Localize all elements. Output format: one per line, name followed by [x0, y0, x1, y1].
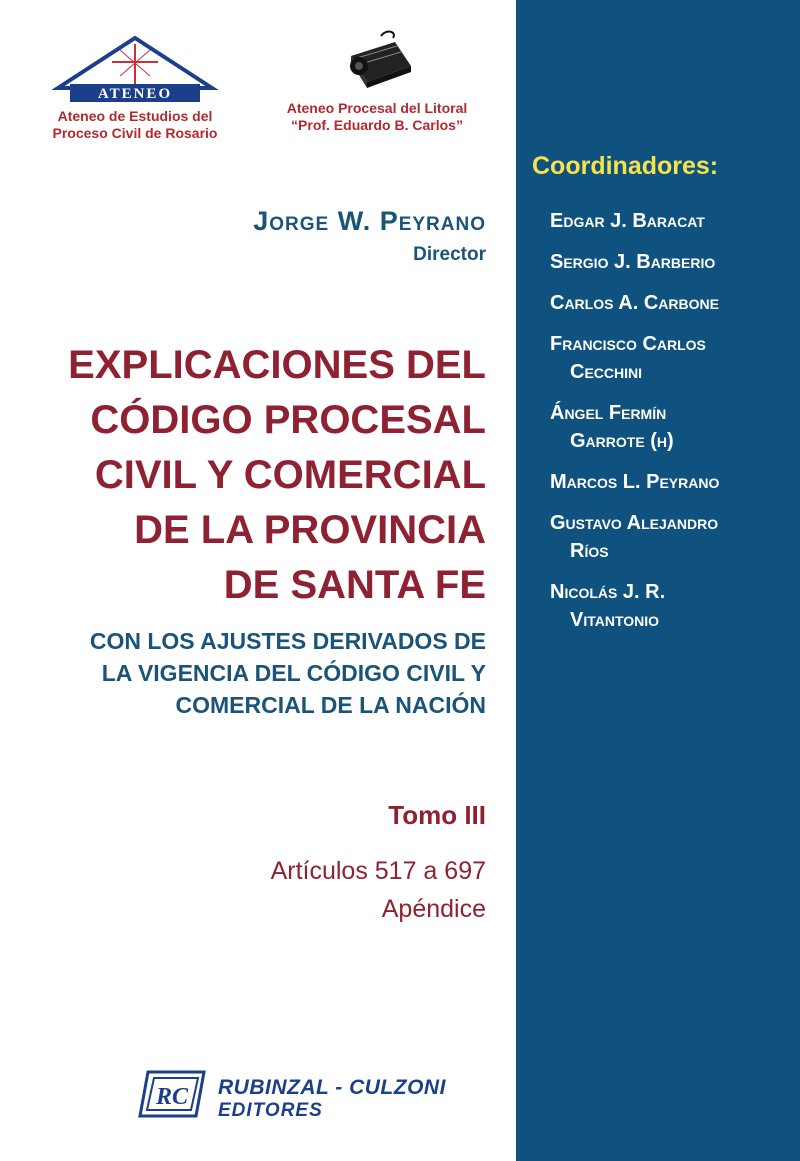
- litoral-logo: [262, 26, 492, 144]
- coordinator-entry: [550, 578, 790, 634]
- coordinators-heading: Coordinadores:: [532, 152, 719, 180]
- rc-monogram-icon: [136, 1066, 208, 1122]
- title-line: DE SANTA FE: [223, 563, 486, 607]
- coordinator-entry: [550, 468, 790, 496]
- coordinator-entry: [550, 207, 790, 235]
- ateneo-wordmark: ATENEO: [97, 86, 173, 102]
- coordinator-name: Ángel Fermín: [550, 402, 667, 424]
- book-subtitle: [16, 625, 486, 721]
- volume-number: Tomo III: [388, 800, 486, 830]
- coordinator-entry: [550, 399, 790, 455]
- publisher-logo: [136, 1066, 496, 1126]
- coordinator-name-continued: Cecchini: [570, 361, 643, 383]
- ateneo-pyramid-icon: [50, 34, 220, 104]
- publisher-name: RUBINZAL - CULZONI: [218, 1076, 446, 1099]
- director-role: Director: [413, 244, 486, 265]
- director-name: Jorge W. Peyrano: [253, 206, 486, 236]
- ateneo-caption-line1: Ateneo de Estudios del: [57, 108, 213, 124]
- coordinator-name: Francisco Carlos: [550, 333, 706, 355]
- subtitle-line: CON LOS AJUSTES DERIVADOS DE: [89, 628, 486, 654]
- coordinator-name-continued: Garrote (h): [570, 430, 674, 452]
- coordinator-name-continued: Ríos: [570, 540, 609, 562]
- subtitle-line: LA VIGENCIA DEL CÓDIGO CIVIL Y: [101, 660, 486, 686]
- coordinator-name: Marcos L. Peyrano: [550, 471, 720, 493]
- coordinators-list: [550, 207, 790, 647]
- volume-contents: [271, 852, 486, 928]
- coordinator-name: Sergio J. Barberio: [550, 251, 716, 273]
- coordinator-name-continued: Vitantonio: [570, 609, 660, 631]
- coordinator-name: Carlos A. Carbone: [550, 292, 719, 314]
- coordinator-name: Edgar J. Baracat: [550, 210, 705, 232]
- book-with-rose-icon: [337, 26, 417, 94]
- coordinator-entry: [550, 509, 790, 565]
- coordinator-name: Gustavo Alejandro: [550, 512, 719, 534]
- title-line: CÓDIGO PROCESAL: [90, 398, 486, 442]
- rc-monogram-text: RC: [155, 1084, 189, 1110]
- publisher-imprint: EDITORES: [218, 1100, 323, 1121]
- articles-range: Artículos 517 a 697: [270, 857, 486, 885]
- coordinator-entry: [550, 289, 790, 317]
- appendix-label: Apéndice: [381, 895, 486, 923]
- ateneo-caption: [30, 108, 240, 142]
- title-line: CIVIL Y COMERCIAL: [94, 453, 486, 497]
- coordinator-name: Nicolás J. R.: [550, 581, 666, 603]
- ateneo-logo: [30, 34, 240, 144]
- title-line: DE LA PROVINCIA: [134, 508, 486, 552]
- subtitle-line: COMERCIAL DE LA NACIÓN: [175, 692, 486, 718]
- litoral-caption-line2: “Prof. Eduardo B. Carlos”: [291, 117, 463, 133]
- ateneo-caption-line2: Proceso Civil de Rosario: [52, 125, 218, 141]
- book-title: [16, 338, 486, 613]
- coordinator-entry: [550, 330, 790, 386]
- litoral-caption: [262, 100, 492, 134]
- litoral-caption-line1: Ateneo Procesal del Litoral: [286, 100, 468, 116]
- coordinator-entry: [550, 248, 790, 276]
- title-line: EXPLICACIONES DEL: [68, 343, 486, 387]
